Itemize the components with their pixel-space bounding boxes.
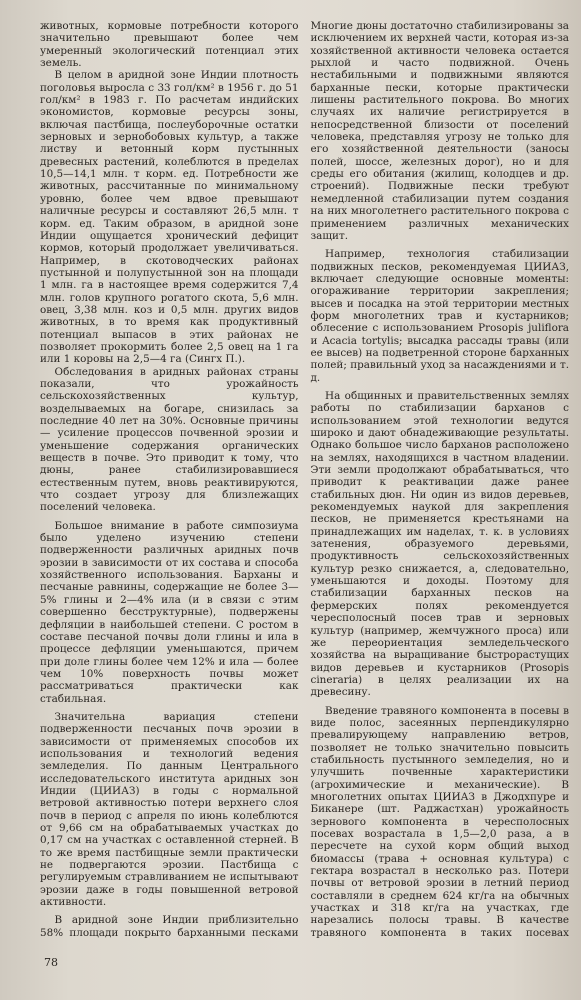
text-columns: [40, 20, 569, 940]
paragraph: Введение травяного компонента в посевы в виде полос, засеянных перпендикулярно превалирующему направлению ветров, позволяет не только значительно повысить стабильность пустынного земледелия, но и улучшить почвенные характеристики (агрохимические и механические). В многолетних опытах ЦИИАЗ в Джодхпуре и Биканере (шт. Раджастхан) урожайность зернового компонента в чересполосных посевах возрастала в 1,5—2,0 раза, а в пересчете на сухой корм общий выход биомассы (трава + основная культура) с гектара возрастал в несколько раз. Потери почвы от ветровой эрозии в летний период составляли в среднем 624 кг/га на обычных участках и 318 кг/га на участках, где нарезались полосы травы. В качестве травяного компонента в таких посевах: [310, 704, 569, 939]
paragraph: Например, технология стабилизации подвижных песков, рекомендуемая ЦИИАЗ, включает следующие основные моменты: огораживание территории закрепления; высев и посадка на этой территории местных форм многолетних трав и кустарников; облесение с использованием Prosopis juliflora и Acacia tortylis; высадка рассады травы (или ее высев) на подветренной стороне барханных полей; правильный уход за насаждениями и т. д.: [310, 248, 569, 384]
page-number: 78: [44, 956, 58, 969]
paragraph: На общинных и правительственных землях работы по стабилизации барханов с использованием этой технологии ведутся широко и дают обнадеживающие результаты. Однако большое число барханов расположено на землях, находящихся в частном владении. Эти земли продолжают обрабатываться, что приводит к реактивации даже ранее стабильных дюн. Ни один из видов деревьев, рекомендуемых наукой для закрепления песков, не применяется крестьянами на принадлежащих им наделах, т. к. в условиях затенения, образуемого деревьями, продуктивность сельскохозяйственных культур резко снижается, а, следовательно, уменьшаются и доходы. Поэтому для стабилизации барханных песков на фермерских полях рекомендуется чересполосный посев трав и зерновых культур (например, жемчужного проса) или же переориентация земледельческого хозяйства на выращивание быстрорастущих видов деревьев и кустарников (Prosopis cineraria) в целях реализации их на древесину.: [310, 389, 569, 699]
paragraph: Значительна вариация степени подверженности песчаных почв эрозии в зависимости от применяемых способов их использования и технологий ведения земледелия. По данным Центрального исследовательского института аридных зон Индии (ЦИИАЗ) в годы с нормальной ветровой активностью потери верхнего слоя почв в период с апреля по июнь колеблются от 9,66 см на обрабатываемых участках до 0,17 см на участках с оставленной стерней. В то же время пастбищные земли практически не подвергаются эрозии. Пастбища с регулируемым стравливанием не испытывают эрозии даже в годы повышенной ветровой активности.: [40, 710, 299, 909]
right-column: [311, 20, 570, 940]
paragraph: Многие дюны достаточно стабилизированы за исключением их верхней части, которая из-за хозяйственной активности человека остается рыхлой и часто подвижной. Очень нестабильными и подвижными являются барханные пески, которые практически лишены растительного покрова. Во многих случаях их наличие регистрируется в непосредственной близости от поселений человека, представляя угрозу не только для его хозяйственной деятельности (заносы полей, шоссе, железных дорог), но и для среды его обитания (жилищ, колодцев и др. строений). Подвижные пески требуют немедленной стабилизации путем создания на них многолетнего растительного покрова с применением различных механических защит.: [310, 20, 569, 242]
paragraph: Большое внимание в работе симпозиума было уделено изучению степени подверженности различных аридных почв эрозии в зависимости от их состава и способа хозяйственного использования. Барханы и песчаные равнины, содержащие не более 3—5% глины и 2—4% ила (и в связи с этим совершенно бесструктурные), подвержены дефляции в наибольшей степени. С ростом в составе песчаной почвы доли глины и ила в процессе дефляции уменьшаются, причем при доле глины более чем 12% и ила — более чем 10% поверхность почвы может рассматриваться практически как стабильная.: [40, 519, 299, 705]
paragraph: Обследования в аридных районах страны показали, что урожайность сельскохозяйственных культур, возделываемых на богаре, снизилась за последние 40 лет на 30%. Основные причины — усиление процессов почвенной эрозии и уменьшение содержания органических веществ в почве. Это приводит к тому, что дюны, ранее стабилизировавшиеся естественным путем, вновь реактивируются, что создает угрозу для близлежащих поселений человека.: [40, 365, 299, 514]
paragraph: В аридной зоне Индии приблизительно 58% площади покрыто барханными песками: [40, 914, 299, 939]
paragraph: животных, кормовые потребности которого значительно превышают более чем умеренный экологический потенциал этих земель.: [40, 20, 299, 70]
paragraph: В целом в аридной зоне Индии плотность поголовья выросла с 33 гол/км² в 1956 г. до 51 гол/км² в 1983 г. По расчетам индийских экономистов, кормовые ресурсы зоны, включая пастбища, послеуборочные остатки зерновых и зернобобовых культур, а также листву и ветонный корм пустынных древесных растений, колеблются в пределах 10,5—14,1 млн. т корм. ед. Потребности же животных, рассчитанные по минимальному уровню, более чем вдвое превышают наличные ресурсы и составляют 26,5 млн. т корм. ед. Таким образом, в аридной зоне Индии ощущается хронический дефицит кормов, который продолжает увеличиваться. Например, в скотоводческих районах пустынной и полупустынной зон на площади 1 млн. га в настоящее время содержится 7,4 млн. голов крупного рогатого скота, 5,6 млн. овец, 3,38 млн. коз и 0,5 млн. других видов животных, в то время как продуктивный потенциал выпасов в этих районах не позволяет прокормить более 2,5 овец на 1 га или 1 коровы на 2,5—4 га (Сингх П.).: [40, 69, 299, 366]
left-column: [40, 20, 299, 940]
